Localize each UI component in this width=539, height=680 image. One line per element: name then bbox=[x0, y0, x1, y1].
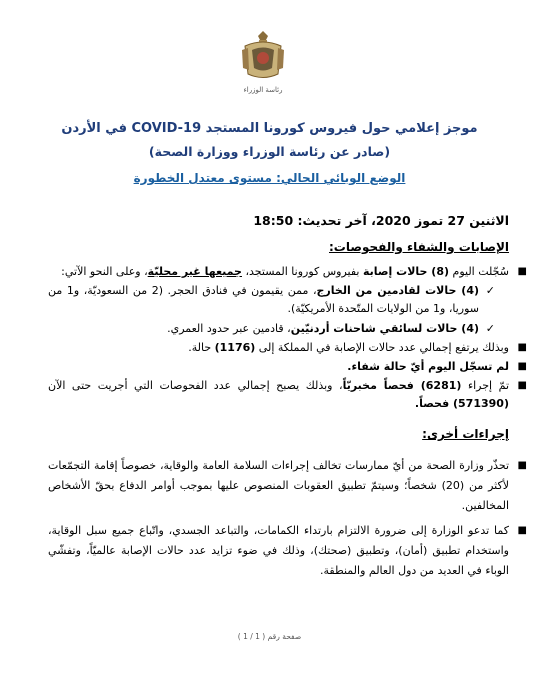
page-number: صفحة رقم ( 1 / 1 ) bbox=[237, 632, 302, 641]
emblem-caption: رئاسة الوزراء bbox=[243, 86, 283, 94]
square-bullet-icon: ■ bbox=[517, 361, 527, 372]
sub-list-item: ✓ (4) حالات لسائقي شاحنات أردنيّين، قادمين عبر حدود العمري. bbox=[48, 320, 479, 338]
section-heading-other: إجراءات أخرى: bbox=[422, 427, 509, 441]
list-item: ■ تمّ إجراء (6281) فحصاً مخبريّاً، وبذلك يصبح إجمالي عدد الفحوصات التي أجريت حتى الآن (571390) فحصاً. bbox=[48, 379, 527, 410]
square-bullet-icon: ■ bbox=[517, 380, 527, 391]
date-line: الاثنين 27 تموز 2020، آخر تحديث: 18:50 bbox=[253, 213, 509, 228]
square-bullet-icon: ■ bbox=[517, 266, 527, 277]
list-item: ■ كما تدعو الوزارة إلى ضرورة الالتزام بارتداء الكمامات، والتباعد الجسدي، واتّباع جميع سبل الوقاية، واستخدام تطبيق (أمان)، وتطبيق (صحتك)، وذلك في ضوء تزايد عدد حالات الإصابة عالميّاً، وتفشّي الوباء في العديد من دول العالم والمنطقة. bbox=[48, 521, 509, 581]
page-subtitle: (صادر عن رئاسة الوزراء ووزارة الصحة) bbox=[148, 144, 391, 159]
square-bullet-icon: ■ bbox=[517, 525, 527, 536]
section-heading-cases: الإصابات والشفاء والفحوصات: bbox=[329, 240, 509, 254]
list-item: ■ تحذّر وزارة الصحة من أيّ ممارسات تخالف إجراءات السلامة العامة والوقاية، خصوصاً إقامة التجمّعات لأكثر من (20) شخصاً؛ وسيتمّ تطبيق العقوبات المنصوص عليها بموجب أوامر الدفاع بحقّ الأشخاص المخالفين. bbox=[48, 456, 509, 516]
jordan-royal-emblem-icon bbox=[240, 30, 286, 82]
sub-list-item: ✓ (4) حالات لقادمين من الخارج، ممن يقيمون في فنادق الحجر. (2 من السعوديّة، و1 من سوريا، و1 من الولايات المتّحدة الأمريكيّة). bbox=[48, 284, 495, 315]
checkmark-icon: ✓ bbox=[485, 284, 495, 297]
page-title: موجز إعلامي حول فيروس كورونا المستجد COVID-19 في الأردن bbox=[61, 121, 478, 136]
checkmark-icon: ✓ bbox=[485, 322, 495, 335]
epidemic-status: الوضع الوبائي الحالي: مستوى معتدل الخطورة bbox=[133, 171, 406, 185]
list-item: ■ لم تسجّل اليوم أيّ حالة شفاء. bbox=[48, 358, 509, 376]
square-bullet-icon: ■ bbox=[517, 460, 527, 471]
list-item: ■ سُجّلت اليوم (8) حالات إصابة بفيروس كورونا المستجد، جميعها غير محليّة، وعلى النحو الآتي: bbox=[48, 263, 509, 281]
square-bullet-icon: ■ bbox=[517, 342, 527, 353]
list-item: ■ وبذلك يرتفع إجمالي عدد حالات الإصابة في المملكة إلى (1176) حالة. bbox=[48, 339, 509, 357]
